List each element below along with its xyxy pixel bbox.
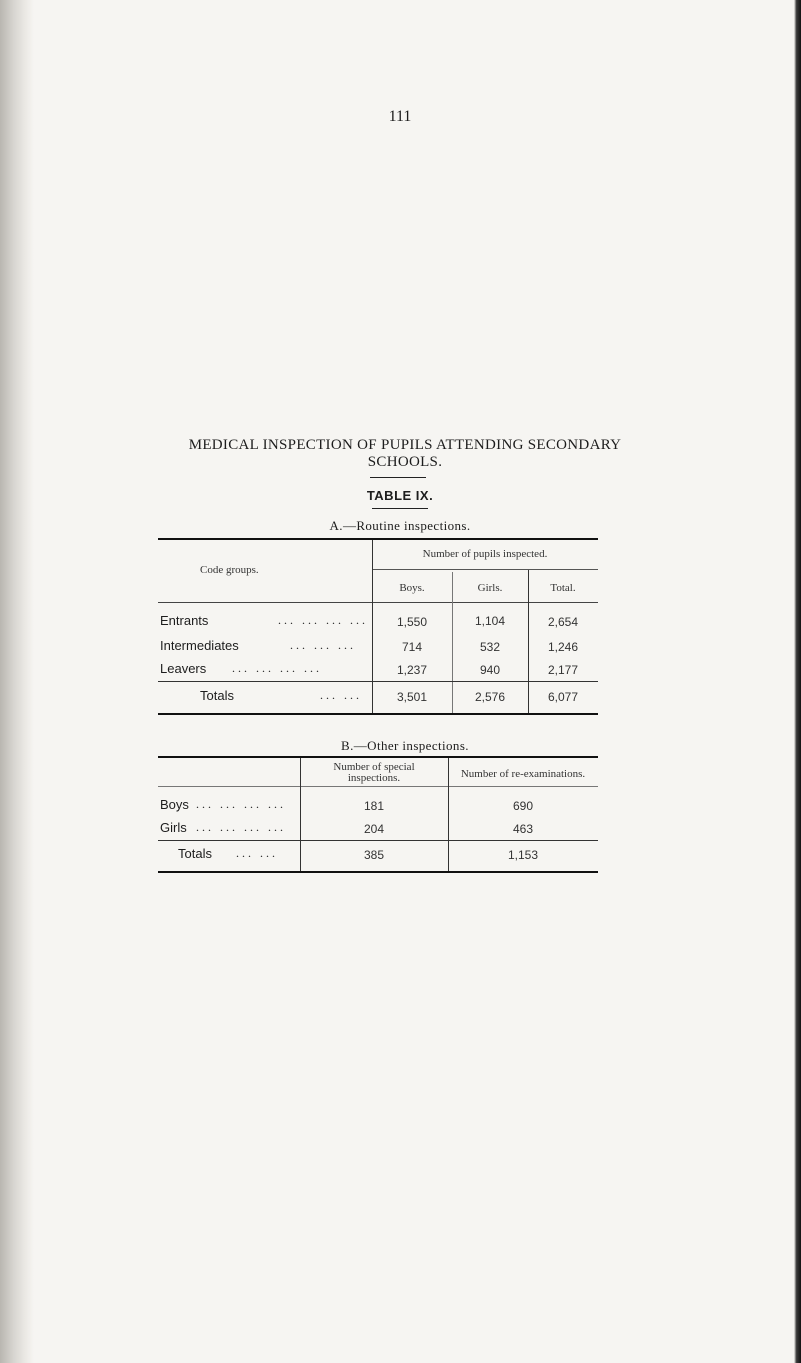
girls-reexam: 463 [512,822,534,836]
totals-boys: 3,501 [396,690,428,704]
intermediates-girls: 532 [479,640,501,654]
girls-special: 204 [363,822,385,836]
row-dots-boys: ... ... ... ... [196,797,286,811]
row-dots-girls: ... ... ... ... [196,820,286,834]
entrants-girls: 1,104 [474,614,506,628]
page-title [170,437,640,471]
entrants-boys: 1,550 [396,615,428,629]
row-label-girls: Girls [160,820,187,835]
boys-reexam: 690 [512,799,534,813]
title-divider [370,477,426,478]
header-number-inspected: Number of pupils inspected. [422,548,548,560]
section-b-col-rule-1-lower [300,842,301,872]
entrants-total: 2,654 [547,615,579,629]
title-line-2: SCHOOLS. [367,454,443,470]
totals-total: 6,077 [547,690,579,704]
leavers-total: 2,177 [547,663,579,677]
subheader-rule [372,569,598,570]
row-dots-intermediates: ... ... ... [290,638,356,652]
section-b-top-rule [158,756,598,758]
section-b-caption: B.—Other inspections. [341,738,469,753]
book-spine-shadow [0,0,34,1363]
page-edge [794,0,801,1363]
totals-label-b: Totals [178,846,212,861]
totals-girls: 2,576 [474,690,506,704]
section-b-totals-rule [158,840,598,841]
totals-dots-b: ... ... [236,846,278,860]
row-label-intermediates: Intermediates [160,638,239,653]
row-dots-entrants: ... ... ... ... [278,613,368,627]
header-boys: Boys. [399,582,425,594]
header-reexaminations: Number of re-examinations. [460,768,586,780]
table-label: TABLE IX. [366,488,434,503]
section-b-col-rule-2-lower [448,842,449,872]
row-label-entrants: Entrants [160,613,209,628]
section-a-bottom-rule [158,713,598,715]
header-special-line-1: Number of special [333,761,415,773]
leavers-girls: 940 [479,663,501,677]
header-girls: Girls. [477,582,503,594]
section-b-bottom-rule [158,871,598,873]
boys-special: 181 [363,799,385,813]
leavers-boys: 1,237 [396,663,428,677]
section-a-caption: A.—Routine inspections. [329,518,471,533]
totals-label-a: Totals [200,688,234,703]
header-bottom-rule [158,602,598,603]
totals-special: 385 [363,848,385,862]
header-code-groups: Code groups. [200,564,259,576]
row-label-leavers: Leavers [160,661,207,676]
totals-top-rule [158,681,598,682]
row-dots-leavers: ... ... ... ... [232,661,322,675]
page-number: 111 [388,108,412,125]
section-a-top-rule [158,538,598,540]
header-special-line-2: inspections. [347,772,401,784]
intermediates-boys: 714 [401,640,423,654]
table-label-divider [372,508,428,509]
section-b-header-rule [158,786,598,787]
title-line-1: MEDICAL INSPECTION OF PUPILS ATTENDING SECONDARY [188,437,622,453]
totals-dots-a: ... ... [320,688,362,702]
header-total: Total. [550,582,576,594]
header-special-inspections [300,762,448,784]
totals-reexam: 1,153 [507,848,539,862]
row-label-boys: Boys [160,797,189,812]
intermediates-total: 1,246 [547,640,579,654]
